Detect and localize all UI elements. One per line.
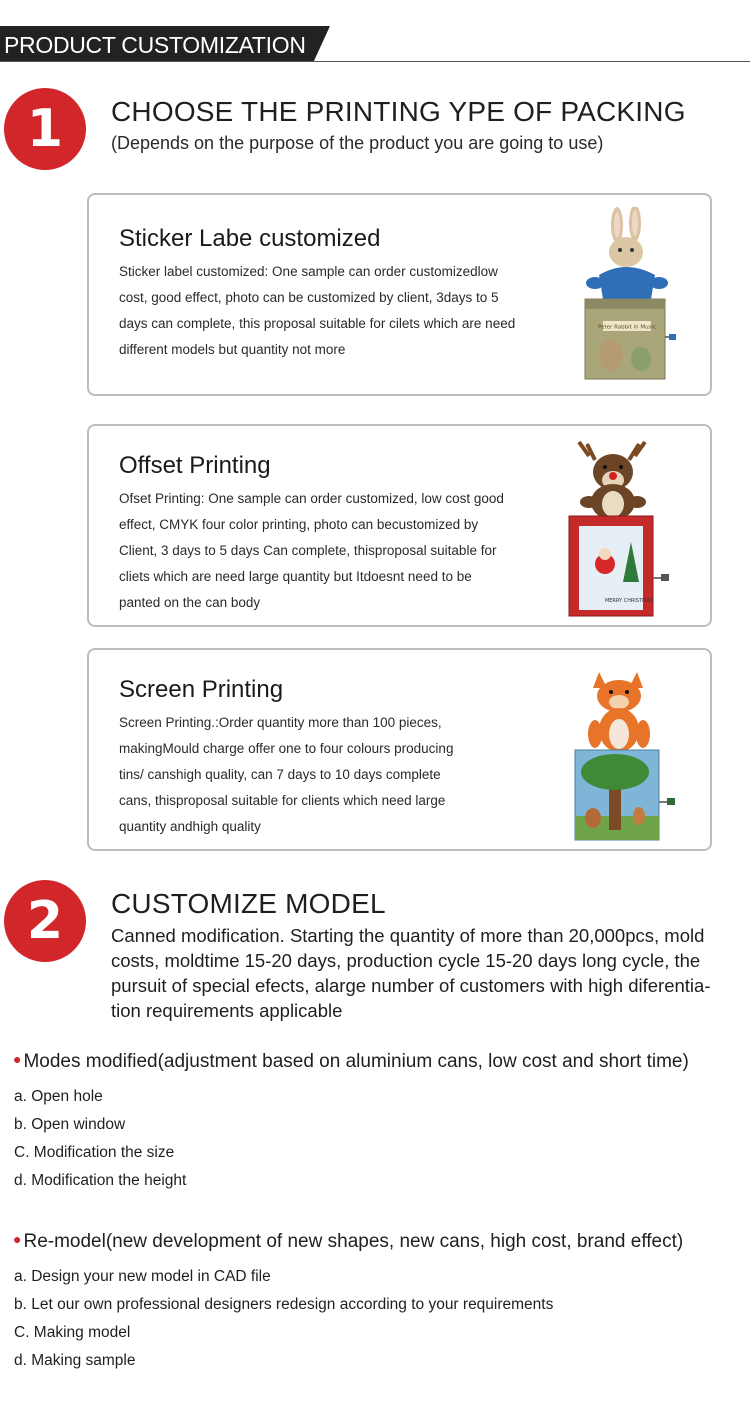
list-item: b. Let our own professional designers redesign according to your requirements (14, 1296, 554, 1313)
card-title: Screen Printing (119, 676, 284, 703)
card-line: Sticker label customized: One sample can order customizedlow (119, 264, 498, 279)
remodel-heading-text: Re-model(new development of new shapes, new cans, high cost, brand effect) (23, 1231, 684, 1252)
tin-label-text: Peter Rabbit in Music (598, 324, 656, 331)
section-1-subtitle: (Depends on the purpose of the product you are going to use) (111, 133, 604, 153)
list-item: d. Modification the height (14, 1172, 187, 1189)
bullet-dot-icon: ● (13, 1231, 22, 1247)
reindeer-jack-in-box-image (549, 432, 677, 620)
rabbit-jack-in-box-image (581, 207, 677, 385)
card-sticker-label (87, 193, 712, 396)
card-line: cliets which are need large quantity but Itdoesnt need to be (119, 569, 472, 584)
list-item: b. Open window (14, 1116, 126, 1133)
card-line: panted on the can body (119, 595, 261, 610)
card-line: tins/ canshigh quality, can 7 days to 10 days complete (119, 767, 441, 782)
card-line: days can complete, this proposal suitable for cilets which are need (119, 316, 516, 331)
header-divider (0, 61, 750, 62)
card-description (119, 710, 539, 840)
step-1-badge: 1 (4, 88, 86, 170)
list-item: C. Making model (14, 1324, 131, 1341)
modes-list (14, 1083, 186, 1195)
card-title: Offset Printing (119, 452, 271, 479)
modes-modified-heading (13, 1051, 689, 1073)
list-item: C. Modification the size (14, 1144, 175, 1161)
card-line: different models but quantity not more (119, 342, 346, 357)
card-description (119, 486, 539, 616)
card-line: Client, 3 days to 5 days Can complete, thisproposal suitable for (119, 543, 497, 558)
modes-heading-text: Modes modified(adjustment based on aluminium cans, low cost and short time) (23, 1051, 689, 1072)
card-line: makingMould charge offer one to four colours producing (119, 741, 454, 756)
remodel-heading (13, 1231, 683, 1253)
bullet-dot-icon: ● (13, 1051, 22, 1067)
card-line: effect, CMYK four color printing, photo can becustomized by (119, 517, 479, 532)
list-item: d. Making sample (14, 1352, 136, 1369)
card-screen-printing (87, 648, 712, 851)
description-line: pursuit of special efects, alarge number of customers with high diferentia- (111, 975, 711, 996)
card-line: quantity andhigh quality (119, 819, 261, 834)
card-line: Screen Printing.:Order quantity more than 100 pieces, (119, 715, 442, 730)
section-2-title: CUSTOMIZE MODEL (111, 888, 386, 919)
tin-label-text: MERRY CHRISTMAS (604, 598, 654, 604)
card-line: Ofset Printing: One sample can order customized, low cost good (119, 491, 504, 506)
section-2-description (111, 923, 736, 1023)
card-description (119, 259, 539, 363)
header-title: PRODUCT CUSTOMIZATION (4, 32, 306, 58)
card-line: cans, thisproposal suitable for clients which need large (119, 793, 446, 808)
squirrel-jack-in-box-image (569, 666, 679, 844)
section-1-title: CHOOSE THE PRINTING YPE OF PACKING (111, 96, 686, 127)
page-header (0, 26, 750, 64)
card-line: cost, good effect, photo can be customized by client, 3days to 5 (119, 290, 499, 305)
remodel-list (14, 1263, 553, 1375)
card-title: Sticker Labe customized (119, 225, 381, 252)
list-item: a. Design your new model in CAD file (14, 1268, 271, 1285)
step-2-badge: 2 (4, 880, 86, 962)
list-item: a. Open hole (14, 1088, 103, 1105)
description-line: Canned modification. Starting the quantity of more than 20,000pcs, mold (111, 925, 705, 946)
card-offset-printing (87, 424, 712, 627)
description-line: tion requirements applicable (111, 1000, 343, 1021)
description-line: costs, moldtime 15-20 days, production cycle 15-20 days long cycle, the (111, 950, 701, 971)
